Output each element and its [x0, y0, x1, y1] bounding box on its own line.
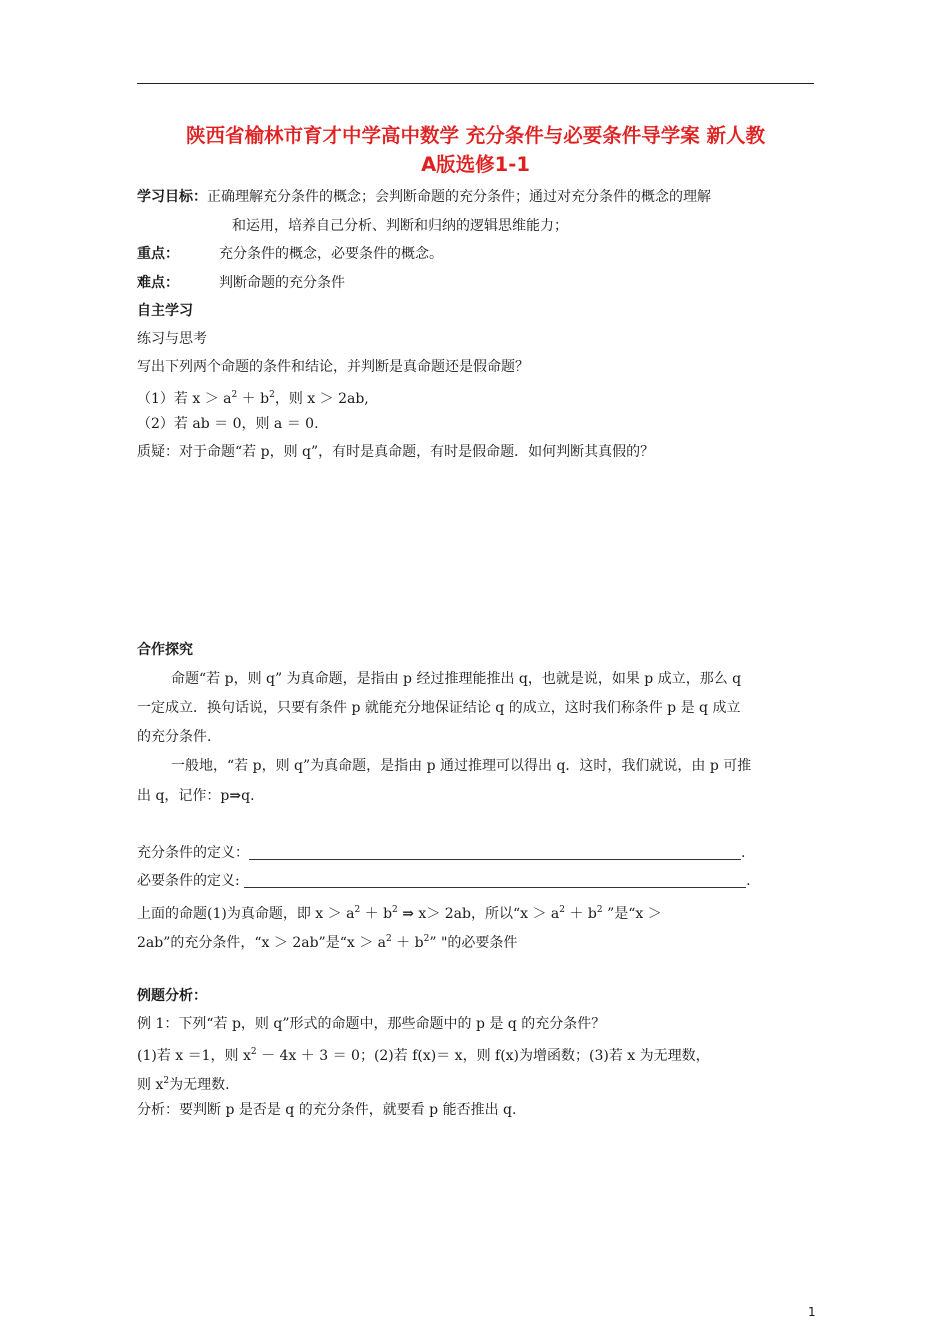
ex-line1-b: ＋ b [360, 906, 393, 922]
ex1-sup1: 2 [250, 1047, 257, 1057]
ex-line1-sup3: 2 [559, 905, 566, 915]
necessary-definition-end: . [746, 873, 751, 889]
necessary-definition-blank[interactable] [244, 873, 746, 888]
examples-heading: 例题分析： [137, 988, 207, 1004]
necessary-definition-line [137, 871, 751, 891]
analysis-line: 分析：要判断 p 是否是 q 的充分条件，就要看 p 能否推出 q. [137, 1102, 517, 1118]
ex-line1-sup2: 2 [392, 905, 398, 915]
self-study-heading: 自主学习 [137, 303, 193, 319]
objectives-line-1 [137, 187, 711, 207]
ex-line2-c: ” "的必要条件 [429, 935, 518, 951]
title-line-1: 陕西省榆林市育才中学高中数学 充分条件与必要条件导学案 新人教 [185, 124, 766, 147]
cooperative-p1-line-3: 的充分条件. [137, 729, 212, 745]
cooperative-p1-line-2: 一定成立．换句话说，只要有条件 p 就能充分地保证结论 q 的成立，这时我们称条件 p 是 q 成立 [137, 700, 741, 716]
title-line-2: A版选修1-1 [421, 153, 530, 176]
implies-arrow-icon: ⇒ [229, 788, 242, 804]
ex-line1-a: 上面的命题(1)为真命题，即 x ＞ a [137, 906, 355, 922]
example-explanation-line-1 [137, 900, 662, 924]
ex1-items2-b: 为无理数. [169, 1077, 230, 1093]
item1-sup-2: 2 [269, 390, 275, 400]
difficulty-text: 判断命题的充分条件 [219, 275, 345, 291]
cooperative-p1-line-1: 命题“若 p，则 q” 为真命题，是指由 p 经过推理能推出 q，也就是说，如果 p 成立，那么 q [171, 671, 742, 687]
cooperative-p2-line-2 [137, 786, 255, 806]
ex1-items-b: － 4x ＋ 3 ＝ 0；(2)若 f(x)＝ x，则 f(x)为增函数；(3)若 x 为无理数， [256, 1048, 710, 1064]
ex-line1-d: ＋ b [565, 906, 597, 922]
implies-arrow-icon-2: ⇒ [402, 906, 414, 922]
key-point-text: 充分条件的概念，必要条件的概念。 [219, 246, 443, 262]
cooperative-heading: 合作探究 [137, 642, 193, 658]
ex-line2-b: ＋ b [391, 935, 424, 951]
self-study-item-2: （2）若 ab ＝ 0，则 a ＝ 0. [137, 416, 319, 432]
ex-line1-c: x＞ 2ab，所以“x ＞ a [413, 906, 560, 922]
ex1-sup2: 2 [163, 1076, 170, 1086]
item1-part-b: ＋ b [237, 391, 270, 407]
sufficient-definition-end: . [741, 845, 746, 861]
ex-line2-a: 2ab”的充分条件，“x ＞ 2ab”是“x ＞ a [137, 935, 386, 951]
ex-line1-sup1: 2 [354, 905, 361, 915]
header-rule [137, 83, 814, 84]
difficulty-line [137, 273, 345, 293]
item1-part-a: （1）若 x ＞ a [137, 391, 232, 407]
example-explanation-line-2 [137, 929, 517, 953]
self-study-question: 质疑：对于命题“若 p，则 q”，有时是真命题，有时是假命题．如何判断其真假的？ [137, 444, 655, 460]
p2-line2-part-a: 出 q，记作：p [137, 788, 230, 804]
self-study-prompt: 写出下列两个命题的条件和结论，并判断是真命题还是假命题？ [137, 359, 529, 375]
key-point-label: 重点： [137, 246, 179, 262]
ex1-items2-a: 则 x [137, 1077, 164, 1093]
sufficient-definition-label: 充分条件的定义： [137, 845, 249, 861]
objectives-label: 学习目标： [137, 189, 207, 205]
difficulty-label: 难点： [137, 275, 179, 291]
cooperative-p2-line-1: 一般地，“若 p，则 q”为真命题，是指由 p 通过推理可以得出 q．这时，我们就说，由 p 可推 [171, 758, 752, 774]
objectives-text-1: 正确理解充分条件的概念；会判断命题的充分条件；通过对充分条件的概念的理解 [207, 189, 711, 205]
page-number: 1 [808, 1305, 816, 1319]
self-study-subheading: 练习与思考 [137, 331, 207, 347]
ex-line2-sup1: 2 [386, 934, 392, 944]
example-1-items-line-2 [137, 1071, 230, 1095]
necessary-definition-label: 必要条件的定义: [137, 873, 245, 889]
example-1-items-line-1 [137, 1042, 710, 1066]
ex-line1-e: ”是“x ＞ [602, 906, 662, 922]
example-1: 例 1：下列“若 p，则 q”形式的命题中，那些命题中的 p 是 q 的充分条件？ [137, 1016, 606, 1032]
self-study-item-1 [137, 385, 369, 409]
ex-line2-sup2: 2 [423, 934, 430, 944]
p2-line2-part-b: q. [241, 788, 255, 804]
objectives-line-2: 和运用，培养自己分析、判断和归纳的逻辑思维能力； [232, 218, 568, 234]
key-point-line [137, 244, 443, 264]
item1-sup-1: 2 [231, 390, 238, 400]
ex1-items-a: (1)若 x ＝1，则 x [137, 1048, 251, 1064]
sufficient-definition-line [137, 843, 745, 863]
sufficient-definition-blank[interactable] [249, 845, 741, 860]
ex-line1-sup4: 2 [596, 905, 603, 915]
item1-part-c: ，则 x ＞ 2ab, [274, 391, 369, 407]
